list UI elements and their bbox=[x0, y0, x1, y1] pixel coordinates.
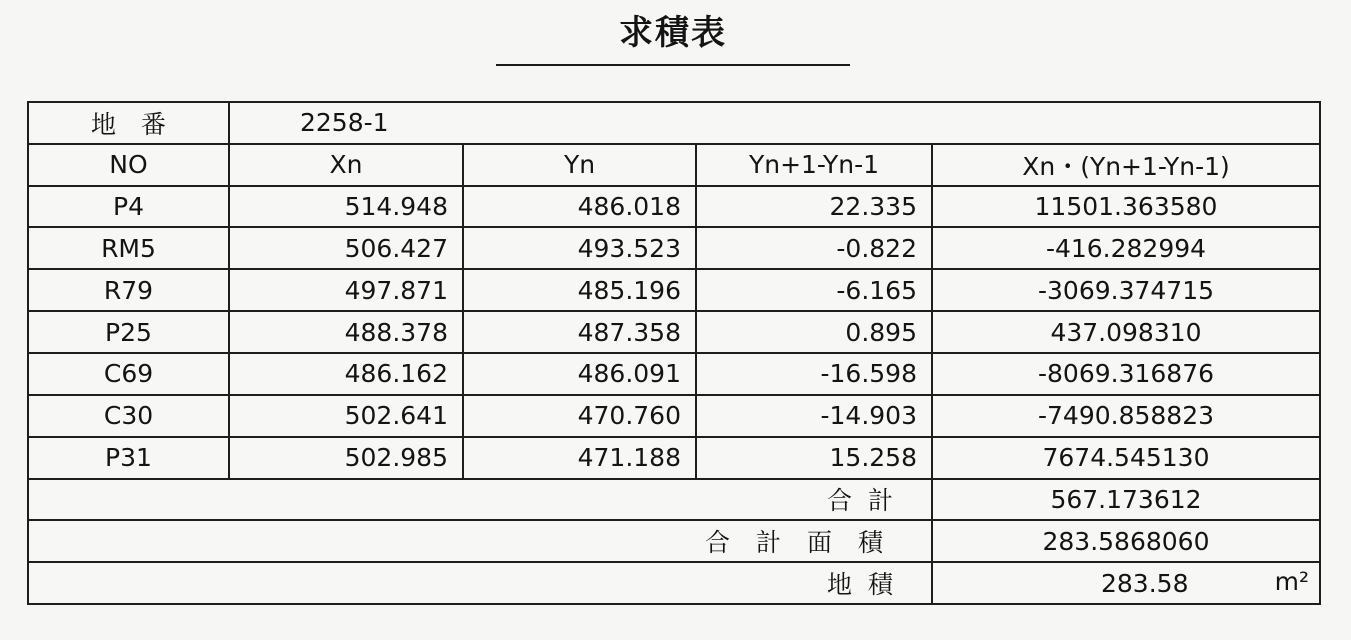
page-title: 求積表 bbox=[496, 8, 850, 66]
col-header-xn: Xn bbox=[229, 144, 463, 186]
sum-label: 合計 bbox=[28, 479, 932, 521]
yn-value: 486.091 bbox=[463, 353, 696, 395]
table-row bbox=[28, 311, 1320, 353]
yn-value: 493.523 bbox=[463, 227, 696, 269]
area-sum-row bbox=[28, 520, 1320, 562]
area-sum-value: 283.5868060 bbox=[932, 520, 1320, 562]
yn-value: 471.188 bbox=[463, 437, 696, 479]
xn-value: 488.378 bbox=[229, 311, 463, 353]
dy-value: -0.822 bbox=[696, 227, 932, 269]
xn-value: 506.427 bbox=[229, 227, 463, 269]
area-value: 283.58 bbox=[1101, 569, 1189, 599]
product-value: -7490.858823 bbox=[932, 395, 1320, 437]
lot-label: 地 番 bbox=[28, 102, 229, 144]
point-no: C69 bbox=[28, 353, 229, 395]
col-header-yn: Yn bbox=[463, 144, 696, 186]
dy-value: -16.598 bbox=[696, 353, 932, 395]
product-value: 7674.545130 bbox=[932, 437, 1320, 479]
point-no: R79 bbox=[28, 269, 229, 311]
area-cell bbox=[932, 562, 1320, 604]
area-calculation-table bbox=[27, 101, 1321, 605]
table-row bbox=[28, 395, 1320, 437]
table-row bbox=[28, 437, 1320, 479]
dy-value: 15.258 bbox=[696, 437, 932, 479]
point-no: P4 bbox=[28, 186, 229, 228]
dy-value: -14.903 bbox=[696, 395, 932, 437]
product-value: -416.282994 bbox=[932, 227, 1320, 269]
product-value: -8069.316876 bbox=[932, 353, 1320, 395]
point-no: P25 bbox=[28, 311, 229, 353]
product-value: 437.098310 bbox=[932, 311, 1320, 353]
yn-value: 470.760 bbox=[463, 395, 696, 437]
dy-value: -6.165 bbox=[696, 269, 932, 311]
yn-value: 486.018 bbox=[463, 186, 696, 228]
table-row bbox=[28, 227, 1320, 269]
xn-value: 486.162 bbox=[229, 353, 463, 395]
table-row bbox=[28, 186, 1320, 228]
xn-value: 497.871 bbox=[229, 269, 463, 311]
sum-value: 567.173612 bbox=[932, 479, 1320, 521]
area-label: 地積 bbox=[28, 562, 932, 604]
product-value: 11501.363580 bbox=[932, 186, 1320, 228]
yn-value: 485.196 bbox=[463, 269, 696, 311]
dy-value: 22.335 bbox=[696, 186, 932, 228]
xn-value: 502.641 bbox=[229, 395, 463, 437]
header-row bbox=[28, 144, 1320, 186]
table-row bbox=[28, 353, 1320, 395]
col-header-dy: Yn+1-Yn-1 bbox=[696, 144, 932, 186]
area-unit: m² bbox=[1274, 567, 1309, 597]
sum-row bbox=[28, 479, 1320, 521]
table-row bbox=[28, 269, 1320, 311]
point-no: RM5 bbox=[28, 227, 229, 269]
point-no: P31 bbox=[28, 437, 229, 479]
point-no: C30 bbox=[28, 395, 229, 437]
col-header-no: NO bbox=[28, 144, 229, 186]
xn-value: 514.948 bbox=[229, 186, 463, 228]
lot-row bbox=[28, 102, 1320, 144]
col-header-product: Xn・(Yn+1-Yn-1) bbox=[932, 144, 1320, 186]
yn-value: 487.358 bbox=[463, 311, 696, 353]
dy-value: 0.895 bbox=[696, 311, 932, 353]
area-row bbox=[28, 562, 1320, 604]
area-sum-label: 合計面積 bbox=[28, 520, 932, 562]
product-value: -3069.374715 bbox=[932, 269, 1320, 311]
lot-number: 2258-1 bbox=[229, 102, 1320, 144]
xn-value: 502.985 bbox=[229, 437, 463, 479]
